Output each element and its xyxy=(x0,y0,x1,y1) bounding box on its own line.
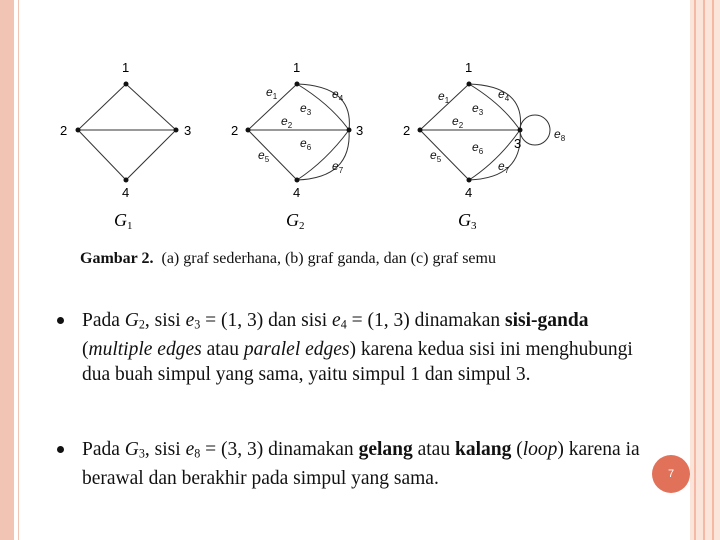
edge-label: $e_1$ xyxy=(266,85,278,101)
edge-label: $e_5$ xyxy=(258,148,270,164)
bullet-paragraph-loop: Pada $G_3$, sisi $e_8 = (3$, 3) dinamakan gelang atau kalang (loop) karena ia berawal dan berakhir pada simpul yang sama. xyxy=(82,439,640,490)
figure-caption xyxy=(80,250,496,268)
edge-label: $e_3$ xyxy=(300,101,312,117)
caption-text: (a) graf sederhana, (b) graf ganda, dan (c) graf semu xyxy=(161,250,496,267)
bullet-paragraph-multiple-edges: Pada $G_2$, sisi $e_3 = (1$, 3) dan sisi $e_4 = (1$, 3) dinamakan sisi-ganda (multiple edges atau paralel edges) karena kedua sisi ini menghubungi dua buah simpul yang sama, yaitu simpul 1 dan simpul 3. xyxy=(82,310,633,386)
vertex-label: 3 xyxy=(356,123,364,138)
vertex-label: 1 xyxy=(293,60,301,75)
right-border-stripe xyxy=(712,0,714,540)
edge-label: $e_2$ xyxy=(281,114,293,130)
graph-name: G3 xyxy=(458,210,477,232)
edge-label: $e_2$ xyxy=(452,114,464,130)
left-border-line xyxy=(18,0,19,540)
vertex-label: 4 xyxy=(465,185,473,200)
vertex-label: 2 xyxy=(60,123,68,138)
page-number-badge: 7 xyxy=(652,455,690,493)
vertex-dot xyxy=(246,128,251,133)
bullet-dot xyxy=(57,446,64,453)
vertex-dot xyxy=(347,128,352,133)
graph-figure xyxy=(40,56,600,236)
right-border-stripe xyxy=(694,0,696,540)
edge-label: $e_7$ xyxy=(498,159,510,175)
vertex-label: 4 xyxy=(293,185,301,200)
vertex-dot xyxy=(295,82,300,87)
right-border-stripe xyxy=(703,0,705,540)
vertex-label: 3 xyxy=(184,123,192,138)
caption-label: Gambar 2. xyxy=(80,250,154,267)
vertex-dot xyxy=(124,82,129,87)
graph-g1 xyxy=(78,84,176,180)
right-border-panel xyxy=(690,0,720,540)
vertex-dot xyxy=(518,128,523,133)
graph-name: G1 xyxy=(114,210,133,232)
vertex-dot xyxy=(76,128,81,133)
vertex-dot xyxy=(418,128,423,133)
edge-label: $e_4$ xyxy=(498,87,510,103)
edge-label: $e_6$ xyxy=(472,140,484,156)
edge-label: $e_5$ xyxy=(430,148,442,164)
edge-label: $e_7$ xyxy=(332,159,344,175)
left-border-bar xyxy=(0,0,14,540)
vertex-label: 2 xyxy=(231,123,239,138)
edge-label: $e_8$ xyxy=(554,127,566,143)
edge-label: $e_4$ xyxy=(332,87,344,103)
vertex-dot xyxy=(295,178,300,183)
edge-label: $e_3$ xyxy=(472,101,484,117)
vertex-label: 1 xyxy=(122,60,130,75)
vertex-dot xyxy=(467,82,472,87)
vertex-dot xyxy=(174,128,179,133)
vertex-dot xyxy=(124,178,129,183)
vertex-label: 3 xyxy=(514,136,522,151)
graph-name: G2 xyxy=(286,210,305,232)
vertex-label: 1 xyxy=(465,60,473,75)
vertex-label: 4 xyxy=(122,185,130,200)
edge-label: $e_1$ xyxy=(438,89,450,105)
vertex-dot xyxy=(467,178,472,183)
vertex-label: 2 xyxy=(403,123,411,138)
edge-label: $e_6$ xyxy=(300,136,312,152)
bullet-dot xyxy=(57,317,64,324)
